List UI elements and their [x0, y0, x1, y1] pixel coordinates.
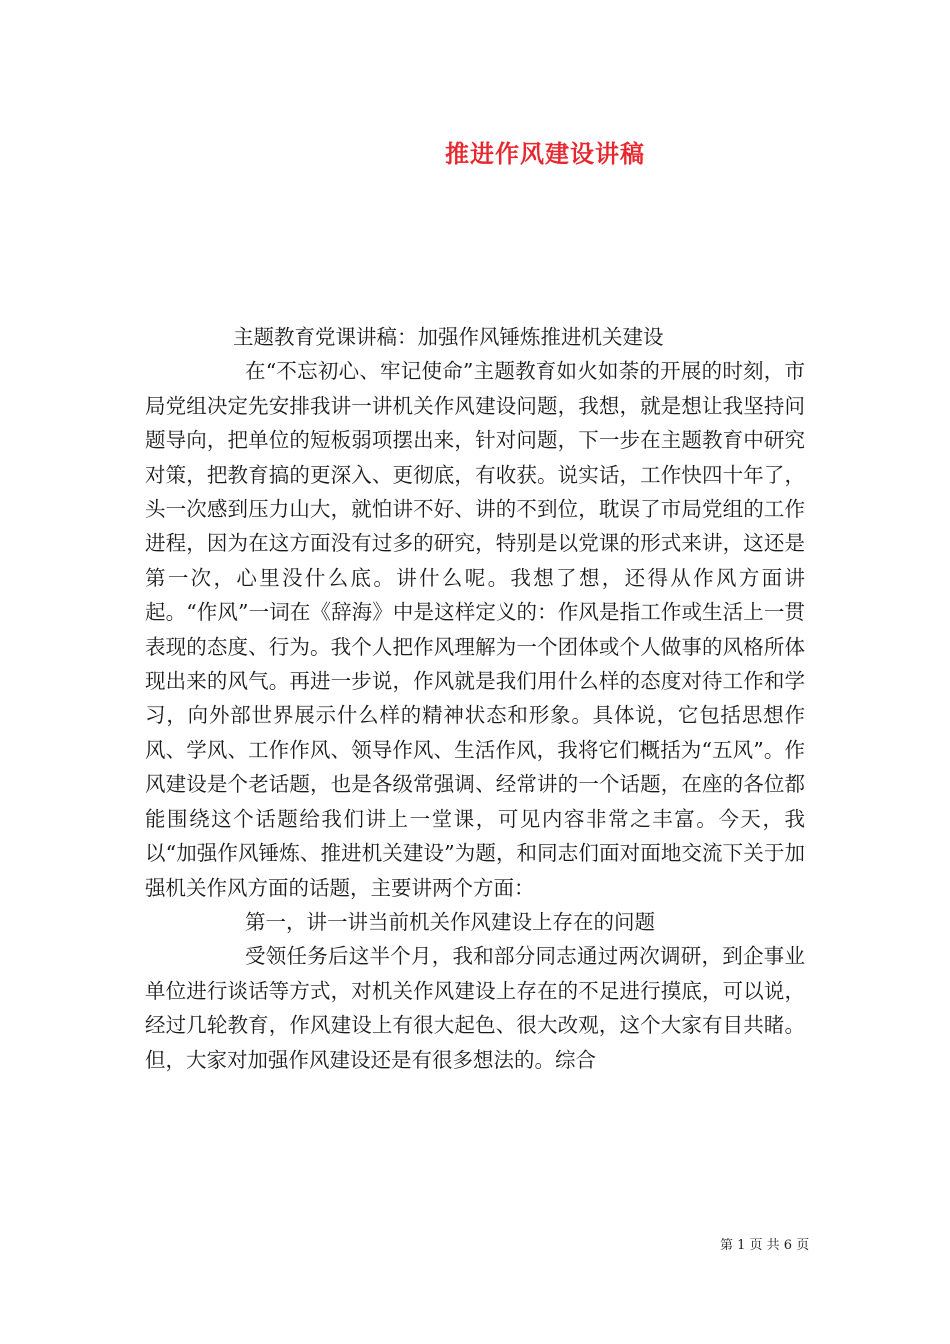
body-paragraph: 受领任务后这半个月，我和部分同志通过两次调研，到企事业单位进行谈话等方式，对机关作风建设上存在的不足进行摸底，可以说，经过几轮教育，作风建设上有很大起色、很大改观，这个大家有目共睹。但，大家对加强作风建设还是有很多想法的。综合 — [145, 944, 805, 1072]
section-heading: 第一，讲一讲当前机关作风建设上存在的问题 — [245, 909, 655, 934]
document-body — [145, 320, 805, 1077]
document-subtitle: 主题教育党课讲稿：加强作风锤炼推进机关建设 — [233, 325, 664, 349]
page-number-footer: 第 1 页 共 6 页 — [720, 1238, 810, 1253]
body-paragraph: 在“不忘初心、牢记使命”主题教育如火如荼的开展的时刻，市局党组决定先安排我讲一讲机关作风建设问题，我想，就是想让我坚持问题导向，把单位的短板弱项摆出来，针对问题，下一步在主题教育中研究对策，把教育搞的更深入、更彻底，有收获。说实话，工作快四十年了，头一次感到压力山大，就怕讲不好、讲的不到位，耽误了市局党组的工作进程，因为在这方面没有过多的研究，特别是以党课的形式来讲，这还是第一次，心里没什么底。讲什么呢。我想了想，还得从作风方面讲起。“作风”一词在《辞海》中是这样定义的：作风是指工作或生活上一贯表现的态度、行为。我个人把作风理解为一个团体或个人做事的风格所体现出来的风气。再进一步说，作风就是我们用什么样的态度对待工作和学习，向外部世界展示什么样的精神状态和形象。具体说，它包括思想作风、学风、工作作风、领导作风、生活作风，我将它们概括为“五风”。作风建设是个老话题，也是各级常强调、经常讲的一个话题，在座的各位都能围绕这个话题给我们讲上一堂课，可见内容非常之丰富。今天，我以“加强作风锤炼、推进机关建设”为题，和同志们面对面地交流下关于加强机关作风方面的话题，主要讲两个方面： — [145, 359, 805, 900]
document-title: 推进作风建设讲稿 — [445, 139, 645, 168]
